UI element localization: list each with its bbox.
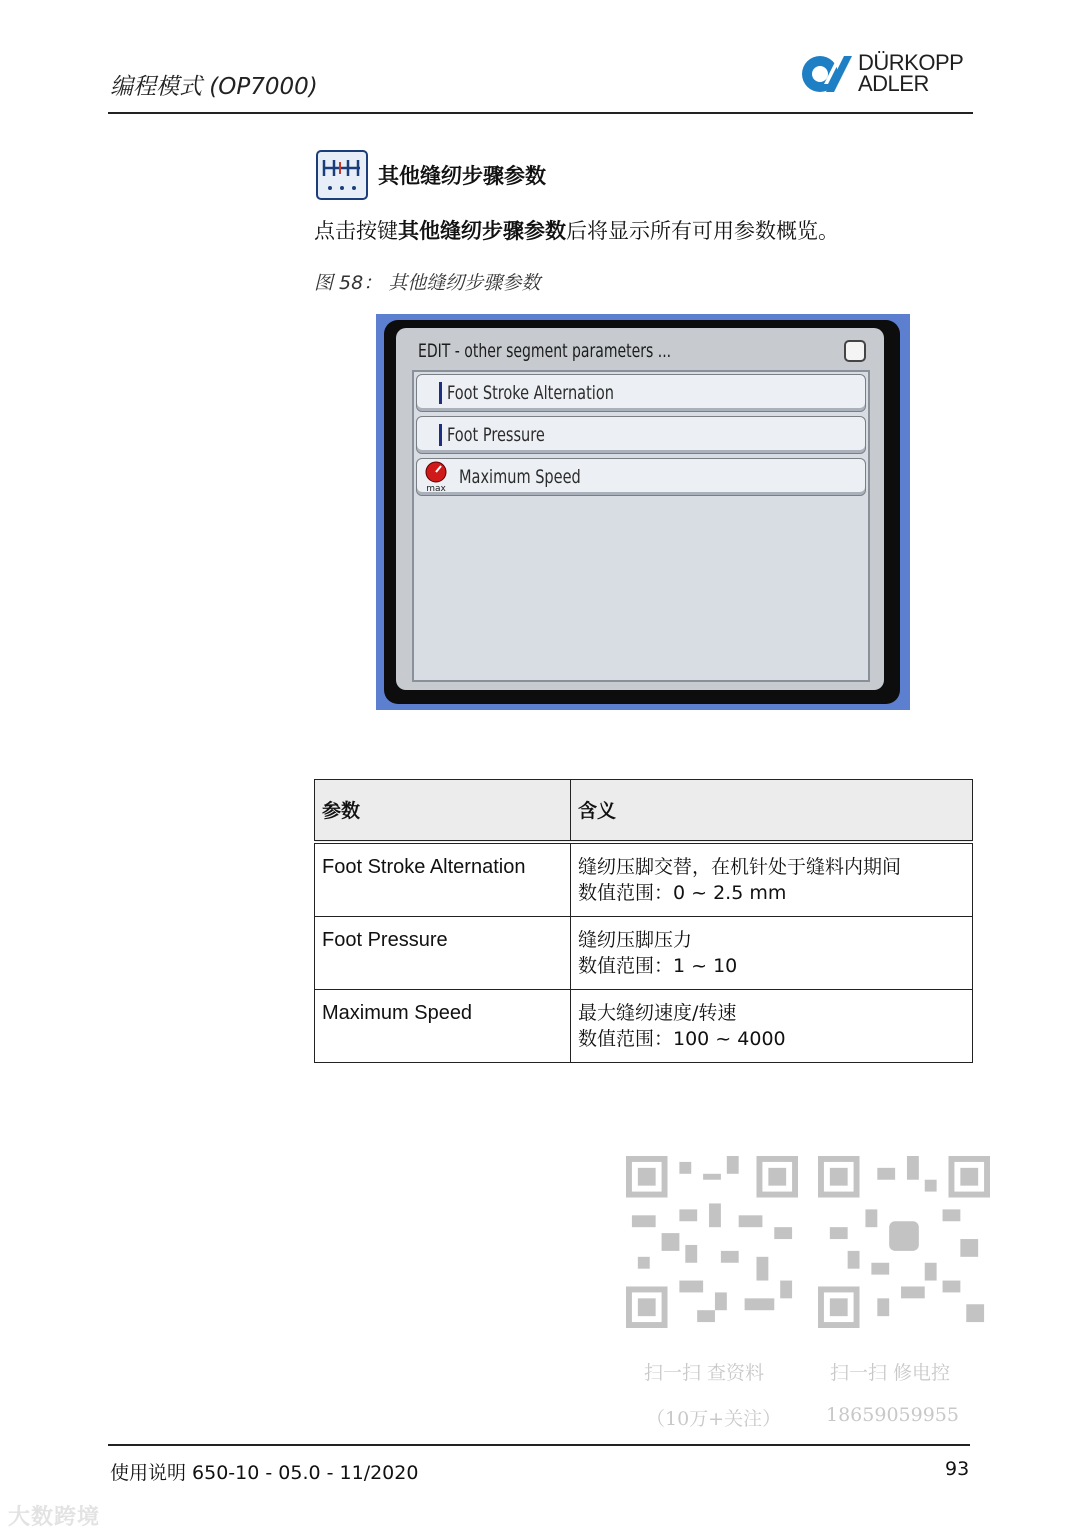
table-cell-param: Foot Stroke Alternation bbox=[315, 842, 571, 917]
brand-line2: ADLER bbox=[858, 71, 929, 96]
table-header-row bbox=[315, 780, 973, 843]
section-title: 其他缝纫步骤参数 bbox=[378, 164, 546, 188]
list-item-label: Maximum Speed bbox=[459, 466, 581, 488]
table-cell-param: Maximum Speed bbox=[315, 990, 571, 1063]
meaning-text: 缝纫压脚交替，在机针处于缝料内期间 bbox=[578, 856, 902, 878]
qr-right-caption1: 扫一扫 修电控 bbox=[830, 1362, 951, 1384]
qr-code-right-icon[interactable] bbox=[818, 1156, 990, 1328]
table-header-meaning: 含义 bbox=[571, 780, 973, 843]
table-row bbox=[315, 990, 973, 1063]
brand-logo bbox=[800, 52, 975, 98]
intro-bold: 其他缝纫步骤参数 bbox=[398, 219, 566, 243]
qr-left-caption2: （10万+关注） bbox=[646, 1408, 782, 1430]
screen-display bbox=[396, 328, 884, 690]
screen-checkbox[interactable] bbox=[844, 340, 866, 362]
brand-line1: DÜRKOPP bbox=[858, 50, 964, 75]
table-row bbox=[315, 842, 973, 917]
page-number: 93 bbox=[945, 1458, 970, 1480]
figure-caption: 图 58： 其他缝纫步骤参数 bbox=[314, 272, 541, 294]
footer-rule bbox=[108, 1444, 970, 1446]
table-cell-param: Foot Pressure bbox=[315, 917, 571, 990]
screen-bezel bbox=[384, 320, 900, 704]
table-cell-meaning bbox=[571, 990, 973, 1063]
segment-parameters-icon bbox=[316, 150, 368, 200]
intro-text bbox=[314, 215, 839, 245]
brand-mark-icon bbox=[800, 54, 852, 94]
table-header-param: 参数 bbox=[315, 780, 571, 843]
watermark-text: 大数跨境 bbox=[8, 1505, 101, 1530]
range-text: 数值范围：100 ~ 4000 bbox=[578, 1028, 786, 1050]
qr-left-caption1: 扫一扫 查资料 bbox=[644, 1362, 765, 1384]
intro-suffix: 后将显示所有可用参数概览。 bbox=[566, 219, 839, 243]
header-rule bbox=[108, 112, 973, 114]
table-row bbox=[315, 917, 973, 990]
qr-code-left-icon[interactable] bbox=[626, 1156, 798, 1328]
device-screenshot bbox=[376, 314, 910, 710]
header-title: 编程模式 (OP7000) bbox=[110, 74, 318, 100]
list-item-foot-pressure[interactable] bbox=[416, 416, 866, 454]
intro-prefix: 点击按键 bbox=[314, 219, 398, 243]
max-speed-icon bbox=[423, 461, 449, 493]
footer-doc-info: 使用说明 650-10 - 05.0 - 11/2020 bbox=[110, 1462, 419, 1484]
list-item-label: Foot Stroke Alternation bbox=[447, 382, 614, 404]
parameter-table bbox=[314, 779, 973, 1063]
table-cell-meaning bbox=[571, 842, 973, 917]
max-speed-caption: max bbox=[426, 484, 446, 493]
meaning-text: 最大缝纫速度/转速 bbox=[578, 1002, 737, 1024]
qr-right-caption2: 18659059955 bbox=[826, 1404, 959, 1426]
range-text: 数值范围：0 ~ 2.5 mm bbox=[578, 882, 787, 904]
list-item-maximum-speed[interactable] bbox=[416, 458, 866, 496]
range-text: 数值范围：1 ~ 10 bbox=[578, 955, 738, 977]
parameter-list bbox=[412, 370, 870, 682]
bar-marker-icon bbox=[439, 424, 442, 446]
list-item-label: Foot Pressure bbox=[447, 424, 545, 446]
meaning-text: 缝纫压脚压力 bbox=[578, 929, 693, 951]
table-cell-meaning bbox=[571, 917, 973, 990]
bar-marker-icon bbox=[439, 382, 442, 404]
list-item-foot-stroke[interactable] bbox=[416, 374, 866, 412]
screen-title: EDIT - other segment parameters ... bbox=[418, 340, 672, 362]
